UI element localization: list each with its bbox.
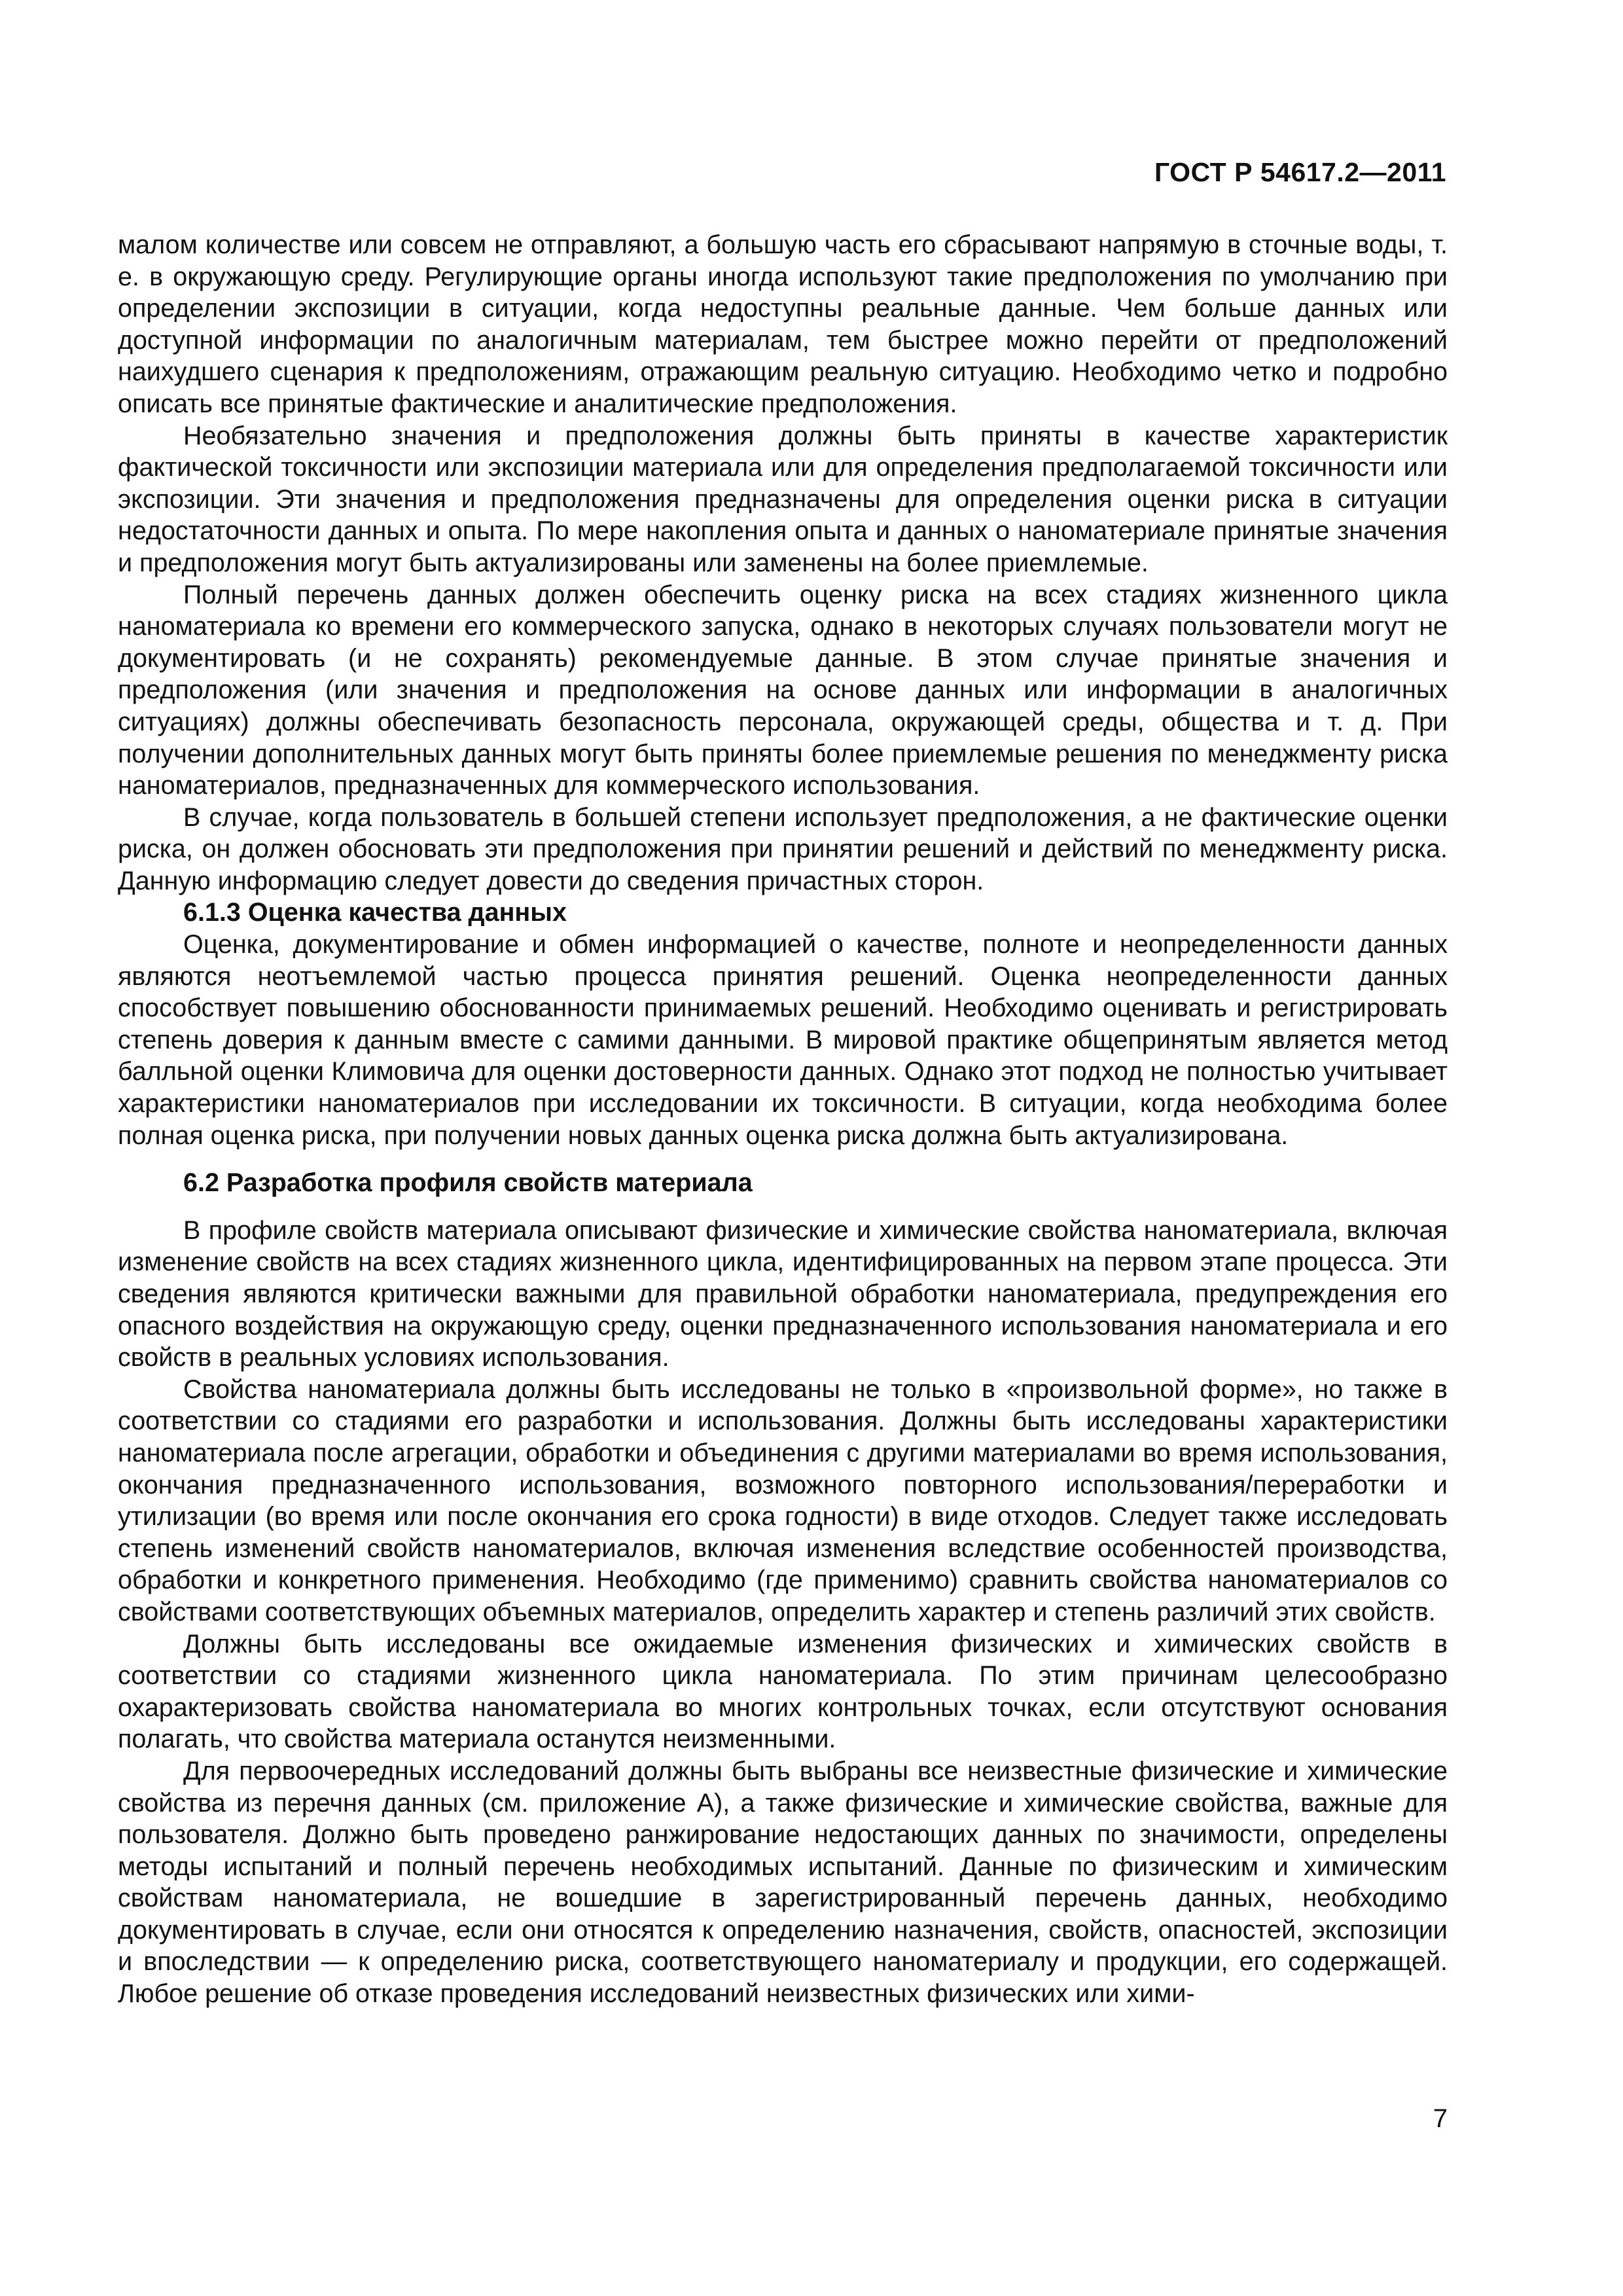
section-heading-6-1-3: 6.1.3 Оценка качества данных — [183, 898, 567, 927]
paragraph: Должны быть исследованы все ожидаемые изменения физических и химических свойств в соответствии со стадиями жизненного цикла наноматериала. По этим причинам целесообразно охарактеризовать свойства наноматериала во многих контрольных точках, если отсутствуют основания полагать, что свойства материала останутся неизменными. — [118, 1629, 1448, 1754]
paragraph-continuation: малом количестве или совсем не отправляют, а большую часть его сбрасывают напрямую в сточные воды, т. е. в окружающую среду. Регулирующие органы иногда используют такие предположения по умолчанию при определении экспозиции в ситуации, когда недоступны реальные данные. Чем больше данных или доступной информации по аналогичным материалам, тем быстрее можно перейти от предположений наихудшего сценария к предположениям, отражающим реальную ситуацию. Необходимо четко и подробно описать все принятые фактические и аналитические предположения. — [118, 230, 1448, 418]
paragraph: Полный перечень данных должен обеспечить оценку риска на всех стадиях жизненного цикла наноматериала ко времени его коммерческого запуска, однако в некоторых случаях пользователи могут не документировать (и не сохранять) рекомендуемые данные. В этом случае принятые значения и предположения (или значения и предположения на основе данных или информации в аналогичных ситуациях) должны обеспечивать безопасность персонала, окружающей среды, общества и т. д. При получении дополнительных данных могут быть приняты более приемлемые решения по менеджменту риска наноматериалов, предназначенных для коммерческого использования. — [118, 580, 1448, 800]
paragraph: Оценка, документирование и обмен информацией о качестве, полноте и неопределенности данных являются неотъемлемой частью процесса принятия решений. Оценка неопределенности данных способствует повышению обоснованности принимаемых решений. Необходимо оценивать и регистрировать степень доверия к данным вместе с самими данными. В мировой практике общепринятым является метод балльной оценки Климовича для оценки достоверности данных. Однако этот подход не полностью учитывает характеристики наноматериалов при исследовании их токсичности. В ситуации, когда необходима более полная оценка риска, при получении новых данных оценка риска должна быть актуализирована. — [118, 930, 1448, 1150]
paragraph: В случае, когда пользователь в большей степени использует предположения, а не фактические оценки риска, он должен обосновать эти предположения при принятии решений и действий по менеджменту риска. Данную информацию следует довести до сведения причастных сторон. — [118, 802, 1448, 895]
paragraph: Необязательно значения и предположения должны быть приняты в качестве характеристик фактической токсичности или экспозиции материала или для определения предполагаемой токсичности или экспозиции. Эти значения и предположения предназначены для определения оценки риска в ситуации недостаточности данных и опыта. По мере накопления опыта и данных о наноматериале принятые значения и предположения могут быть актуализированы или заменены на более приемлемые. — [118, 421, 1448, 577]
paragraph: Для первоочередных исследований должны быть выбраны все неизвестные физические и химические свойства из перечня данных (см. приложение А), а также физические и химические свойства, важные для пользователя. Должно быть проведено ранжирование недостающих данных по значимости, определены методы испытаний и полный перечень необходимых испытаний. Данные по физическим и химическим свойствам наноматериала, не вошедшие в зарегистрированный перечень данных, необходимо документировать в случае, если они относятся к определению назначения, свойств, опасностей, экспозиции и впоследствии — к определению риска, соответствующего наноматериалу и продукции, его содержащей. Любое решение об отказе проведения исследований неизвестных физических или хими- — [118, 1756, 1448, 2009]
document-body — [118, 229, 1448, 2010]
document-id-header: ГОСТ Р 54617.2—2011 — [1154, 157, 1446, 187]
section-heading-6-2: 6.2 Разработка профиля свойств материала — [183, 1168, 753, 1198]
paragraph: В профиле свойств материала описывают физические и химические свойства наноматериала, включая изменение свойств на всех стадиях жизненного цикла, идентифицированных на первом этапе процесса. Эти сведения являются критически важными для правильной обработки наноматериала, предупреждения его опасного воздействия на окружающую среду, оценки предназначенного использования наноматериала и его свойств в реальных условиях использования. — [118, 1215, 1448, 1372]
paragraph: Свойства наноматериала должны быть исследованы не только в «произвольной форме», но также в соответствии со стадиями его разработки и использования. Должны быть исследованы характеристики наноматериала после агрегации, обработки и объединения с другими материалами во время использования, окончания предназначенного использования, возможного повторного использования/переработки и утилизации (во время или после окончания его срока годности) в виде отходов. Следует также исследовать степень изменений свойств наноматериалов, включая изменения вследствие особенностей производства, обработки и конкретного применения. Необходимо (где применимо) сравнить свойства наноматериалов со свойствами соответствующих объемных материалов, определить характер и степень различий этих свойств. — [118, 1374, 1448, 1626]
page-number: 7 — [1433, 2104, 1448, 2133]
